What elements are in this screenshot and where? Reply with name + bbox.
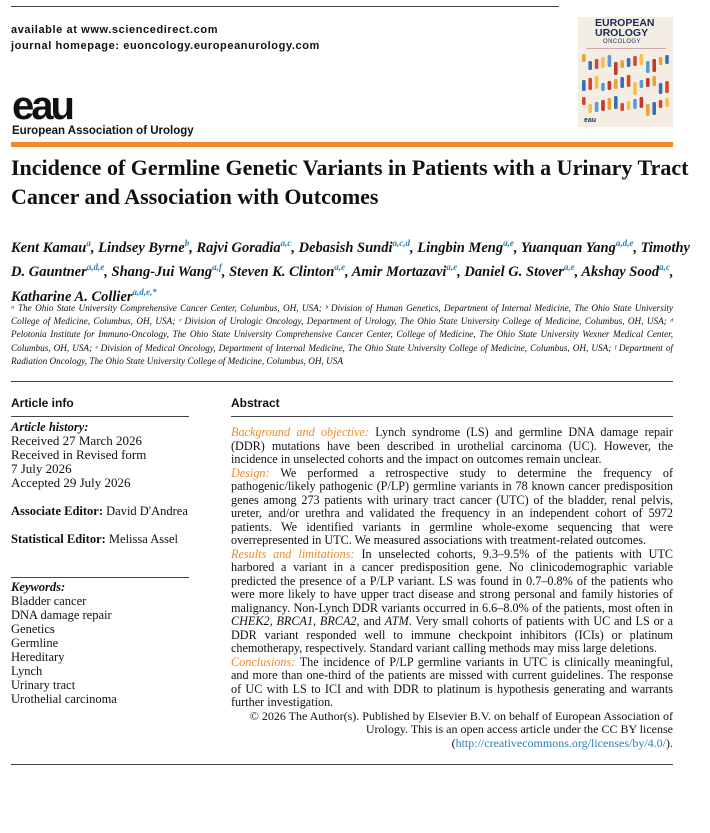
cover-bar [665,81,669,93]
cover-bar [633,56,637,66]
cover-bar [659,100,663,108]
abstract-body [231,426,673,710]
keyword-item: Genetics [11,622,55,636]
author-separator: , [457,264,465,281]
background-label: Background and objective: [231,425,369,439]
keywords-heading: Keywords: [11,580,66,594]
cover-title-line2: UROLOGY [595,27,649,39]
author-name: Timothy D. Gauntner [11,239,690,281]
copyright-text: © 2026 The Author(s). Published by Elsevier B.V. on behalf of European Association of Urology. This is an open access article under the CC BY license ( [249,708,673,750]
author-affiliation-mark[interactable]: a,c,d [392,238,411,248]
history-entry: Received in Revised form [11,447,147,462]
cover-bar [640,54,644,65]
history-entry: 7 July 2026 [11,461,72,476]
cover-bar [620,60,624,68]
author-name: Steven K. Clinton [229,264,335,281]
history-entry: Received 27 March 2026 [11,433,143,448]
orange-divider [11,142,673,147]
affiliations: ᵃ The Ohio State University Comprehensive Cancer Center, Columbus, OH, USA; ᵇ Division of Human Genetics, Department of Internal Medicine, The Ohio State University College of Medicine, Columbus, OH, USA; ᶜ Division of Urologic Oncology, Department of Urology, The Ohio State University College of Medicine, Columbus, OH, USA; ᵈ Pelotonia Institute for Immuno-Oncology, The Ohio State University Comprehensive Cancer Center, College of Medicine, The Ohio State University Wexner Medical Center, Columbus, OH, USA; ᵉ Division of Medical Oncology, Department of Internal Medicine, The Ohio State University College of Medicine, Columbus, OH, USA; ᶠ Department of Radiation Oncology, The Ohio State University College of Medicine, Columbus, OH, USA [11,303,673,366]
history-entry: Accepted 29 July 2026 [11,475,131,490]
license-link[interactable]: http://creativecommons.org/licenses/by/4.0/ [455,735,666,750]
results-label: Results and limitations: [231,546,355,561]
statistical-editor [11,532,189,546]
article-info-heading: Article info [11,396,74,410]
author-affiliation-mark[interactable]: a,d,e,* [132,286,157,297]
author-separator: , [574,264,582,281]
cover-bar [620,77,624,88]
author-name: Amir Mortazavi [351,264,447,281]
author-affiliation-mark[interactable]: a,e [503,238,514,248]
author-affiliation-mark[interactable]: a,c [659,262,670,273]
cover-bar [633,82,637,95]
author-name: Shang-Jui Wang [111,264,213,281]
author-separator: , [90,239,99,256]
cover-bar [601,100,605,111]
cover-bar [646,78,650,87]
keyword-item: Bladder cancer [11,594,87,608]
keyword-item: Hereditary [11,650,65,664]
cover-bar [608,81,612,90]
author-name: Lindsey Byrne [98,239,185,256]
cover-bar [620,103,624,111]
design-text: We performed a retrospective study to determine the frequency of pathogenic/likely pathogenic (P/LP) germline variants in 78 known cancer predisposition genes among 273 patients with urinary tract cancer (UTC) of the bladder, renal pelvis, ureter, and/or urethra and validated the frequency in an independent cohort of 5972 patients. We identified variants in germline whole-exome sequencing that were overrepresented in UTC. We measured associations with treatment-related outcomes. [231,465,674,547]
cover-bar [582,80,586,91]
keyword-item: DNA damage repair [11,608,112,622]
cover-title [595,18,655,38]
author-separator: , [669,264,674,281]
author-name: Debasish Sundi [298,239,393,256]
cover-bar [588,78,592,90]
author-affiliation-mark[interactable]: a,f [212,262,222,273]
cover-bar [665,55,669,64]
keywords-rule [11,577,189,578]
author-affiliation-mark[interactable]: a,c [280,238,292,248]
keyword-item: Lynch [11,664,43,678]
affiliations-rule [11,381,673,382]
gene-chek2: CHEK2 [231,614,270,628]
journal-cover [578,17,673,127]
conclusions-label: Conclusions: [231,654,296,669]
author-name: Kent Kamau [11,239,87,256]
author-separator: , [291,239,299,256]
cover-bar [595,102,599,112]
cover-bar [652,59,656,72]
author-separator: , [513,239,521,256]
cover-bar [608,98,612,110]
header-rule [11,6,559,7]
cover-bar [582,54,586,62]
author-list [11,234,691,307]
journal-homepage-link[interactable]: journal homepage: euoncology.europeanurology.com [11,40,320,52]
abstract-heading: Abstract [231,396,280,410]
author-affiliation-mark[interactable]: a,d,e [86,262,105,273]
article-title: Incidence of Germline Genetic Variants in Patients with a Urinary Tract Cancer and Association with Outcomes [11,155,689,209]
results-text-start: In unselected cohorts, 9.3–9.5% of the patients with UTC harbored a variant in a cancer predisposition gene. No clinicodemographic variable predicted the presence of a P/LP variant. LS was found in 0.7–0.8% of the patients who were more likely to have upper tract disease and strong personal and family histories of malignancy. Non-Lynch DDR variants occurred in 6.6–8.0% of the patients, most often in [231,546,674,615]
cover-subtitle: ONCOLOGY [603,39,641,45]
author-separator: , [104,264,112,281]
gene-atm: ATM [384,614,409,628]
gene-brca2: BRCA2 [319,614,357,628]
cover-bar [614,96,618,109]
results-text: In unselected cohorts, 9.3–9.5% of the patients with UTC harbored a variant in a cancer predisposition gene. No clinicodemographic variable predicted the presence of a P/LP variant. LS was found in 0.7–0.8% of the patients who were more likely to have upper tract disease and strong personal and family histories of malignancy. Non-Lynch DDR variants occurred in 6.6–8.0% of the patients, most often in CHEK2, BRCA1, BRCA2, and ATM. Very small cohorts of patients with UC and LS or a DDR variant responded well to immune checkpoint inhibitors (ICIs) or platinum chemotherapy, respectively. Standard variant calling methods may miss large deletions. [231,546,674,655]
author-separator: , [410,239,418,256]
eau-logo-name: European Association of Urology [12,125,194,137]
abstract-rule [231,416,673,417]
cover-bar [595,59,599,69]
cover-bar [665,98,669,107]
cover-bar [633,99,637,109]
cover-title-line1: EUROPEAN [595,17,655,29]
article-info-column [11,396,189,706]
copyright-end: ). [666,735,673,750]
design-label: Design: [231,465,270,480]
author-affiliation-mark[interactable]: a,e [563,262,575,273]
associate-editor-label: Associate Editor: [11,504,103,518]
sciencedirect-link[interactable]: available at www.sciencedirect.com [11,24,219,36]
article-history-list [11,434,189,490]
cover-bar [659,57,663,65]
abstract-column [231,396,673,750]
eau-logo [12,84,194,137]
author-separator: , [633,239,641,256]
author-name: Lingbin Meng [417,239,504,256]
results-text-end: . Very small cohorts of patients with UC and LS or a DDR variant responded well to immune checkpoint inhibitors (ICIs) or platinum chemotherapy, respectively. Standard variant calling methods may miss large deletions. [231,614,673,655]
author-affiliation-mark[interactable]: b [184,238,190,248]
author-affiliation-mark[interactable]: a,d,e [615,238,634,248]
eau-logo-mark: eau [12,84,72,128]
statistical-editor-name: Melissa Assel [108,532,179,546]
abstract-bottom-rule [11,764,673,765]
cover-bar [627,58,631,67]
background-text: Lynch syndrome (LS) and germline DNA damage repair (DDR) mutations have been described in urothelial carcinoma (UC). However, the incidence in unselected cohorts and the impact on outcomes remain unclear. [231,425,673,466]
author-affiliation-mark[interactable]: a,e [446,262,458,273]
cover-bar [595,76,599,89]
author-name: Katharine A. Collier [11,288,133,305]
cover-bar [614,62,618,75]
cover-bar [601,57,605,68]
article-history-heading: Article history: [11,420,89,434]
cover-rule [586,48,666,49]
cover-bar [640,97,644,108]
author-separator: , [221,264,230,281]
author-separator: , [345,264,352,281]
statistical-editor-label: Statistical Editor: [11,532,106,546]
gene-brca1: BRCA1 [276,614,314,628]
cover-badge: eau [584,117,597,124]
cover-bar [627,101,631,110]
cover-bar [608,55,612,67]
keyword-item: Germline [11,636,59,650]
keywords-list [11,594,189,706]
associate-editor [11,504,189,518]
cover-bar [588,104,592,113]
keyword-item: Urothelial carcinoma [11,692,117,706]
author-name: Daniel G. Stover [464,264,564,281]
cover-bar [627,75,631,87]
cover-bar [601,83,605,91]
cover-bar [646,104,650,116]
cover-bar [582,97,586,105]
author-name: Rajvi Goradia [196,239,281,256]
associate-editor-name: David D'Andrea [106,504,188,518]
cover-bar [588,61,592,70]
cover-bar [652,102,656,115]
conclusions-text: The incidence of P/LP germline variants in UTC is clinically meaningful, and more than one-third of the patients are missed with current guidelines. The response of UC with LS to ICI and with DDR to platinum is hypothesis generating and warrants further investigation. [231,654,673,709]
copyright-notice [231,710,673,751]
cover-artwork [580,52,671,117]
cover-bar [646,61,650,73]
cover-bar [614,79,618,89]
keyword-item: Urinary tract [11,678,76,692]
author-separator: , [189,239,197,256]
author-name: Akshay Sood [581,264,660,281]
author-affiliation-mark[interactable]: a [86,238,91,248]
cover-bar [652,76,656,86]
author-affiliation-mark[interactable]: a,e [334,262,346,273]
article-info-rule [11,416,189,417]
author-name: Yuanquan Yang [520,239,616,256]
cover-bar [640,80,644,88]
cover-bar [659,83,663,94]
